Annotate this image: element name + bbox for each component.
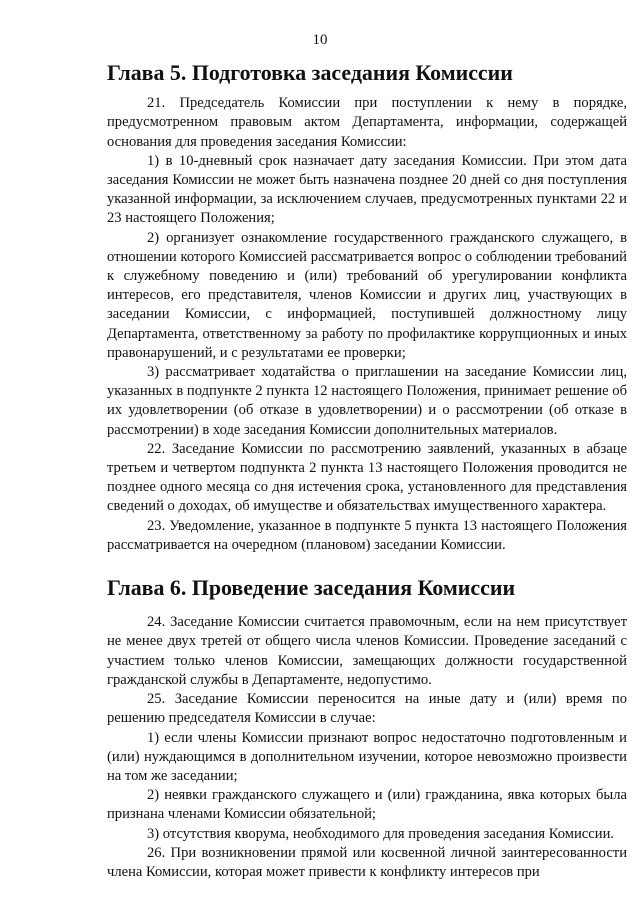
page-number: 10 xyxy=(312,32,328,48)
paragraph-25: 25. Заседание Комиссии переносится на иные дату и (или) время по решению председателя Комиссии в случае: xyxy=(107,691,627,727)
paragraph-25-item-1: 1) если члены Комиссии признают вопрос недостаточно подготовленным и (или) нуждающимся в дополнительном изучении, которое невозможно произвести на том же заседании; xyxy=(107,729,627,784)
paragraph-25-item-2: 2) неявки гражданского служащего и (или) гражданина, явка которых была признана членами Комиссии обязательной; xyxy=(107,787,627,823)
paragraph-22: 22. Заседание Комиссии по рассмотрению заявлений, указанных в абзаце третьем и четвертом подпункта 2 пункта 13 настоящего Положения проводится не позднее одного месяца со дня истечения срока, установленного для представления сведений о доходах, об имуществе и обязательствах имущественного характера. xyxy=(107,440,627,515)
document-body xyxy=(107,60,627,882)
paragraph-23: 23. Уведомление, указанное в подпункте 5 пункта 13 настоящего Положения рассматривается на очередном (плановом) заседании Комиссии. xyxy=(107,517,627,553)
paragraph-21: 21. Председатель Комиссии при поступлении к нему в порядке, предусмотренном правовым актом Департамента, информации, содержащей основания для проведения заседания Комиссии: xyxy=(107,95,627,150)
paragraph-21-item-3: 3) рассматривает ходатайства о приглашении на заседание Комиссии лиц, указанных в подпункте 2 пункта 12 настоящего Положения, принимает решение об их удовлетворении (об отказе в удовлетворении) и о рассмотрении (об отказе в рассмотрении) в ходе заседания Комиссии дополнительных материалов. xyxy=(107,364,627,438)
chapter-6-title: Глава 6. Проведение заседания Комиссии xyxy=(107,575,516,601)
paragraph-25-item-3: 3) отсутствия кворума, необходимого для проведения заседания Комиссии. xyxy=(147,825,615,842)
chapter-6-section xyxy=(107,613,627,882)
paragraph-21-item-1: 1) в 10-дневный срок назначает дату заседания Комиссии. При этом дата заседания Комиссии не может быть назначена позднее 20 дней со дня поступления указанной информации, за исключением случаев, предусмотренных пунктами 22 и 23 настоящего Положения; xyxy=(107,152,627,227)
chapter-5-section xyxy=(107,94,627,555)
paragraph-24: 24. Заседание Комиссии считается правомочным, если на нем присутствует не менее двух третей от общего числа членов Комиссии. Проведение заседаний с участием только членов Комиссии, замещающих должности государственной гражданской службы в Департаменте, недопустимо. xyxy=(107,614,627,688)
paragraph-21-item-2: 2) организует ознакомление государственного гражданского служащего, в отношении которого Комиссией рассматривается вопрос о соблюдении требований к служебному поведению и (или) требований об урегулировании конфликта интересов, его представителя, членов Комиссии и других лиц, участвующих в заседании Комиссии, с информацией, поступившей должностному лицу Департамента, ответственному за работу по профилактике коррупционных и иных правонарушений, и с результатами ее проверки; xyxy=(107,229,627,361)
paragraph-26: 26. При возникновении прямой или косвенной личной заинтересованности члена Комиссии, которая может привести к конфликту интересов при xyxy=(107,844,627,880)
chapter-5-title: Глава 5. Подготовка заседания Комиссии xyxy=(107,60,513,85)
